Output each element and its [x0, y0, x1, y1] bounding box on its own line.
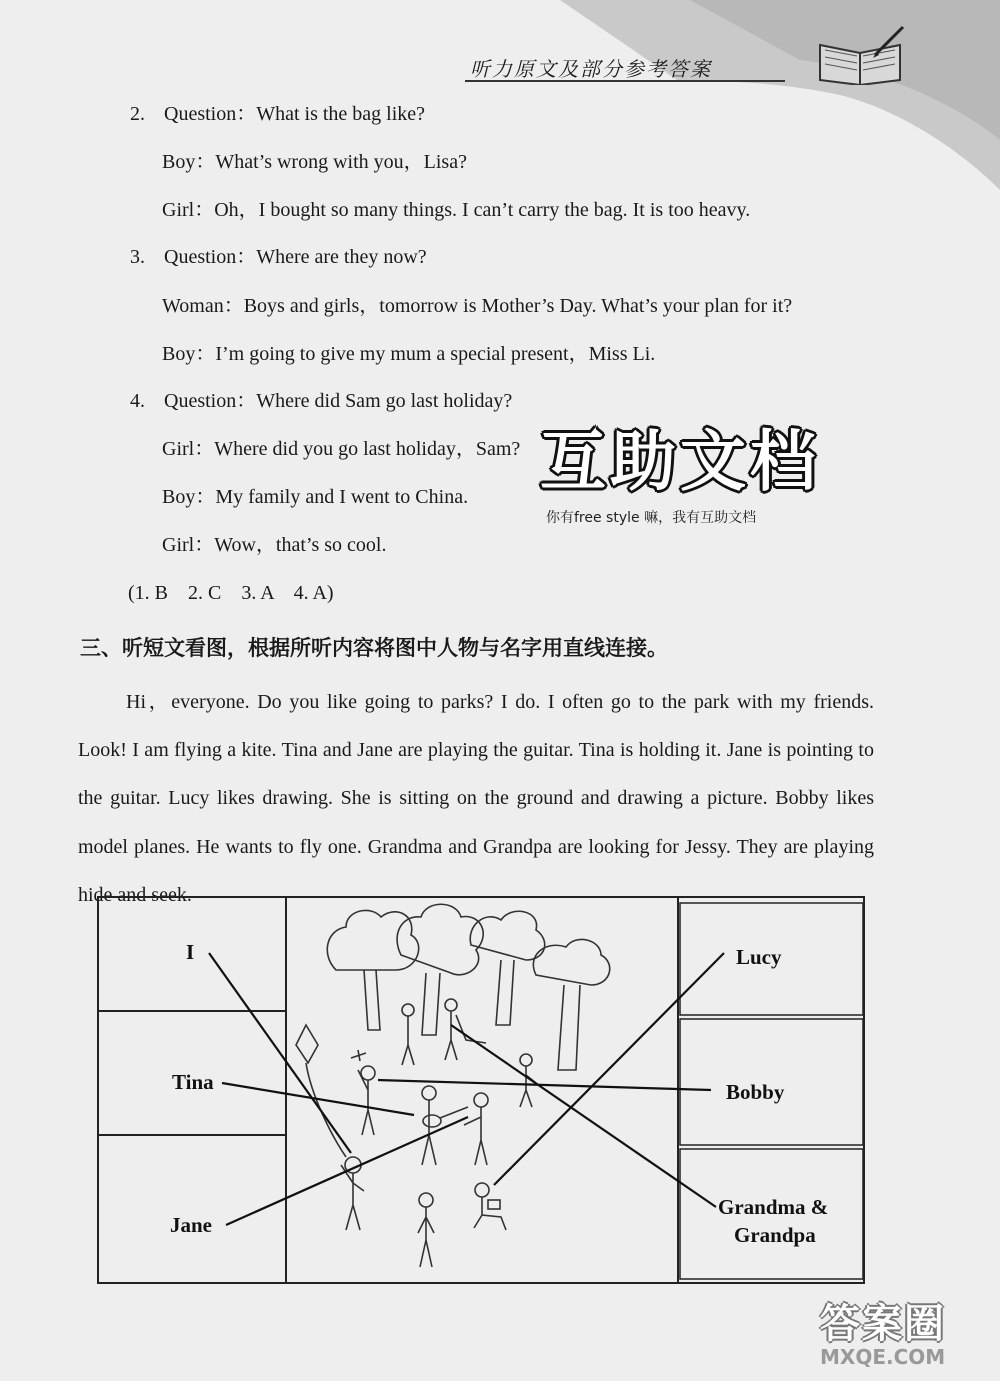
dialogue-line: Girl：Where did you go last holiday，Sam? — [162, 438, 521, 460]
dialogue-line: Boy：I’m going to give my mum a special present，Miss Li. — [162, 343, 656, 365]
dialogue-line: Boy：My family and I went to China. — [162, 486, 469, 508]
section-paragraph — [78, 678, 874, 919]
label-Tina: Tina — [172, 1070, 214, 1094]
dialogue-line: Girl：Wow，that’s so cool. — [162, 534, 387, 556]
label-Jane: Jane — [170, 1213, 212, 1237]
label-Lucy: Lucy — [736, 945, 782, 969]
question-number: 3. — [130, 246, 145, 268]
dialogue-line: Boy：What’s wrong with you，Lisa? — [162, 151, 467, 173]
question-number: 2. — [130, 103, 145, 125]
matching-figure — [96, 895, 868, 1287]
label-Bobby: Bobby — [726, 1080, 785, 1104]
question-number: 4. — [130, 390, 145, 412]
question-text: Question：Where are they now? — [164, 246, 427, 268]
label-I: I — [186, 940, 195, 964]
book-pen-icon — [815, 25, 905, 85]
park-trees — [327, 904, 609, 1070]
dialogue-line: Woman：Boys and girls，tomorrow is Mother’s Day. What’s your plan for it? — [162, 295, 793, 317]
watermark — [540, 408, 820, 527]
park-people — [296, 999, 536, 1267]
answer-key: (1. B 2. C 3. A 4. A) — [128, 582, 334, 604]
question-4 — [130, 391, 512, 411]
question-text: Question：Where did Sam go last holiday? — [164, 390, 513, 412]
paragraph-text: Hi，everyone. Do you like going to parks? I do. I often go to the park with my friends. Look! I am flying a kite. Tina and Jane are playing the guitar. Tina is holding it. Jane is pointing to the guitar. Lucy likes drawing. She is sitting on the ground and drawing a picture. Bobby likes model planes. He wants to fly one. Grandma and Grandpa are looking for Jessy. They are playing hide and seek. — [78, 691, 874, 906]
header-title: 听力原文及部分参考答案 — [470, 56, 712, 81]
question-text: Question：What is the bag like? — [164, 103, 426, 125]
label-Grandma: Grandma & — [718, 1195, 829, 1219]
corner-logo-url: MXQE.COM — [820, 1345, 946, 1369]
question-3 — [130, 247, 427, 267]
corner-logo — [820, 1292, 946, 1369]
line-Grandma-Grandpa — [451, 1025, 716, 1207]
line-Tina — [222, 1083, 414, 1115]
corner-logo-title: 答案圈 — [820, 1301, 946, 1347]
section-heading: 三、听短文看图，根据所听内容将图中人物与名字用直线连接。 — [80, 636, 668, 660]
line-Jane — [226, 1117, 468, 1225]
question-2 — [130, 104, 425, 124]
dialogue-line: Girl：Oh，I bought so many things. I can’t carry the bag. It is too heavy. — [162, 199, 751, 221]
watermark-title: 互助文档 — [540, 423, 820, 500]
watermark-subtitle: 你有free style 嘛，我有互助文档 — [546, 510, 757, 526]
label-Grandpa: Grandpa — [734, 1223, 816, 1247]
line-Lucy — [494, 953, 724, 1185]
line-I — [209, 953, 351, 1153]
header-rule — [465, 80, 785, 82]
